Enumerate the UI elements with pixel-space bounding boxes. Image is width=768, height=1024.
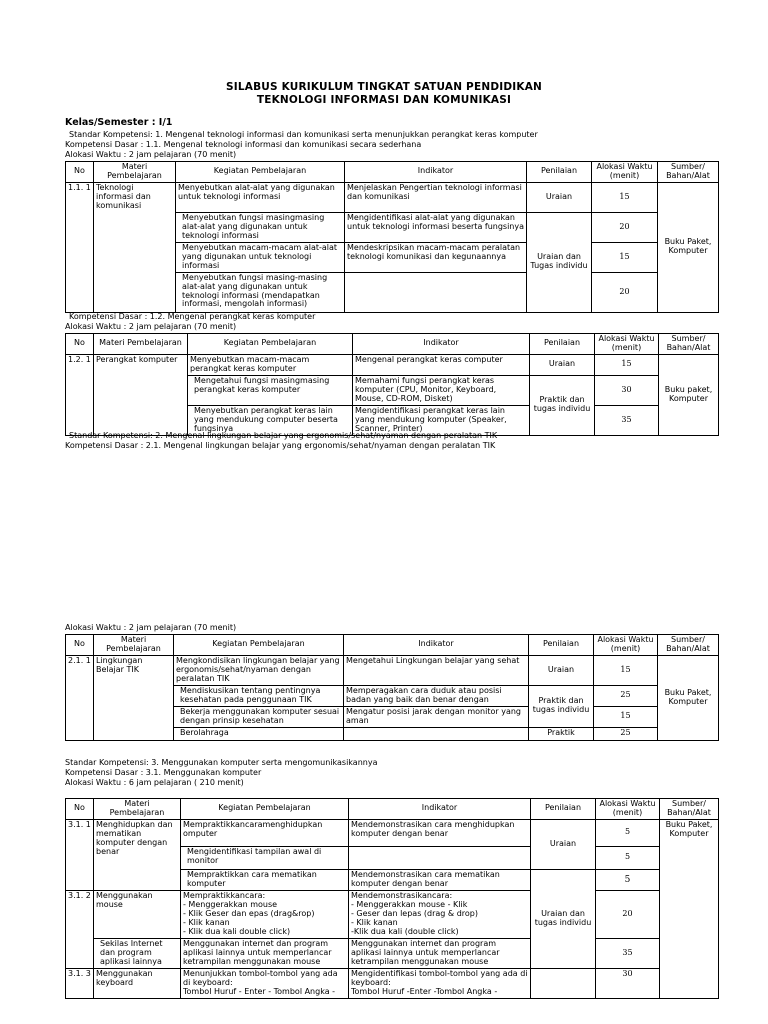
table-header-row (66, 799, 719, 820)
cell-indikator: Menjelaskan Pengertian teknologi informasi dan komunikasi (345, 182, 527, 212)
header-materi: Materi Pembelajaran (94, 162, 176, 183)
table-row (66, 182, 719, 212)
cell-indikator: Mengatur posisi jarak dengan monitor yang aman (344, 706, 529, 727)
cell-no: 1.1. 1 (66, 182, 94, 312)
cell-materi: Teknologi informasi dan komunikasi (94, 182, 176, 312)
table-row (66, 968, 719, 998)
doc-title-line1: SILABUS KURIKULUM TINGKAT SATUAN PENDIDIKAN (225, 81, 543, 93)
header-penilaian: Penilaian (531, 799, 596, 820)
cell-penilaian: Uraian (531, 819, 596, 869)
cell-penilaian: Uraian dan tugas individu (531, 869, 596, 968)
cell-indikator: Mendemonstrasikancara: - Menggerakkan mouse - Klik - Geser dan lepas (drag & drop) - Klik kanan -Klik dua kali (double click) (349, 890, 531, 938)
cell-waktu: 20 (592, 212, 658, 242)
cell-penilaian (531, 968, 596, 998)
alokasi-waktu-1-2: Alokasi Waktu : 2 jam pelajaran (70 menit) (65, 322, 237, 331)
cell-kegiatan: Mempraktikkancaramenghidupkan omputer (181, 819, 349, 846)
alokasi-waktu-2-1: Alokasi Waktu : 2 jam pelajaran (70 menit) (65, 623, 237, 632)
cell-indikator: Menggunakan internet dan program aplikasi lainnya untuk memperlancar ketrampilan menggunakan mouse (349, 938, 531, 968)
cell-materi: Lingkungan Belajar TIK (94, 655, 174, 740)
header-alokasi: Alokasi Waktu (menit) (596, 799, 660, 820)
table-row (66, 819, 719, 846)
cell-indikator (345, 272, 527, 312)
cell-kegiatan: Mengidentifikasi tampilan awal di monitor (181, 846, 349, 869)
header-materi: Materi Pembelajaran (94, 635, 174, 656)
header-sumber: Sumber/ Bahan/Alat (659, 334, 719, 355)
table-row (66, 938, 719, 968)
kompetensi-dasar-3-1: Kompetensi Dasar : 3.1. Menggunakan komputer (65, 768, 262, 777)
cell-waktu: 25 (594, 727, 658, 740)
header-no: No (66, 334, 94, 355)
cell-sumber: Buku Paket, Komputer (658, 182, 719, 312)
alokasi-waktu-3-1: Alokasi Waktu : 6 jam pelajaran ( 210 menit) (65, 778, 244, 787)
header-materi: Materi Pembelajaran (94, 334, 188, 355)
cell-kegiatan: Mempraktikkan cara mematikan komputer (181, 869, 349, 890)
cell-materi: Menghidupkan dan mematikan komputer dengan benar (94, 819, 181, 890)
table-row (66, 655, 719, 685)
cell-waktu: 35 (595, 405, 659, 435)
header-no: No (66, 162, 94, 183)
kompetensi-dasar-1-2: Kompetensi Dasar : 1.2. Mengenal perangkat keras komputer (69, 312, 316, 321)
kompetensi-dasar-2-1: Kompetensi Dasar : 2.1. Mengenal lingkungan belajar yang ergonomis/sehat/nyaman dengan peralatan TIK (65, 441, 496, 450)
cell-no: 1.2. 1 (66, 354, 94, 435)
cell-penilaian: Praktik dan tugas individu (529, 685, 594, 727)
header-sumber: Sumber/ Bahan/Alat (658, 635, 719, 656)
table-row (66, 354, 719, 375)
header-kegiatan: Kegiatan Pembelajaran (174, 635, 344, 656)
cell-materi: Perangkat komputer (94, 354, 188, 435)
cell-indikator: Mendemonstrasikan cara mematikan komputer dengan benar (349, 869, 531, 890)
cell-kegiatan: Menyebutkan macam-macam perangkat keras komputer (188, 354, 353, 375)
cell-indikator: Mendeskripsikan macam-macam peralatan teknologi komunikasi dan kegunaannya (345, 242, 527, 272)
alokasi-waktu-1-1: Alokasi Waktu : 2 jam pelajaran (70 menit) (65, 150, 237, 159)
cell-indikator: Memahami fungsi perangkat keras komputer (CPU, Monitor, Keyboard, Mouse, CD-ROM, Disket) (353, 375, 530, 405)
table-row (66, 890, 719, 938)
cell-waktu: 30 (595, 375, 659, 405)
cell-indikator: Memperagakan cara duduk atau posisi badan yang baik dan benar dengan (344, 685, 529, 706)
header-penilaian: Penilaian (529, 635, 594, 656)
cell-indikator: Mengidentifikasi alat-alat yang digunakan untuk teknologi informasi beserta fungsinya (345, 212, 527, 242)
cell-sumber: Buku Paket, Komputer (658, 655, 719, 740)
standar-kompetensi-3: Standar Kompetensi: 3. Menggunakan komputer serta mengomunikasikannya (65, 758, 378, 767)
table-header-row (66, 162, 719, 183)
cell-no: 3.1. 2 (66, 890, 94, 968)
cell-waktu: 15 (592, 242, 658, 272)
cell-no: 3.1. 1 (66, 819, 94, 890)
header-penilaian: Penilaian (530, 334, 595, 355)
header-alokasi: Alokasi Waktu (menit) (594, 635, 658, 656)
kompetensi-dasar-1-1: Kompetensi Dasar : 1.1. Mengenal teknologi informasi dan komunikasi secara sederhana (65, 140, 422, 149)
cell-materi: Sekilas Internet dan program aplikasi lainnya (94, 938, 181, 968)
syllabus-table-2-1 (65, 634, 719, 741)
header-kegiatan: Kegiatan Pembelajaran (176, 162, 345, 183)
cell-kegiatan: Menyebutkan alat-alat yang digunakan untuk teknologi informasi (176, 182, 345, 212)
cell-kegiatan: Mendiskusikan tentang pentingnya kesehatan pada penggunaan TIK (174, 685, 344, 706)
header-no: No (66, 799, 94, 820)
cell-waktu: 5 (596, 869, 660, 890)
cell-waktu: 15 (592, 182, 658, 212)
cell-penilaian: Praktik (529, 727, 594, 740)
cell-indikator: Mengidentifikasi tombol-tombol yang ada di keyboard: Tombol Huruf -Enter -Tombol Angka - (349, 968, 531, 998)
cell-indikator: Mengenal perangkat keras computer (353, 354, 530, 375)
cell-penilaian: Uraian (529, 655, 594, 685)
cell-kegiatan: Menyebutkan fungsi masingmasing alat-alat yang digunakan untuk teknologi informasi (176, 212, 345, 242)
header-kegiatan: Kegiatan Pembelajaran (188, 334, 353, 355)
cell-kegiatan: Berolahraga (174, 727, 344, 740)
header-indikator: Indikator (344, 635, 529, 656)
header-alokasi: Alokasi Waktu (menit) (592, 162, 658, 183)
cell-waktu: 20 (592, 272, 658, 312)
cell-waktu: 15 (595, 354, 659, 375)
cell-kegiatan: Mengetahui fungsi masingmasing perangkat keras komputer (188, 375, 353, 405)
standar-kompetensi-2: Standar Kompetensi: 2. Mengenal lingkungan belajar yang ergonomis/sehat/nyaman dengan peralatan TIK (69, 431, 498, 440)
cell-indikator: Mengetahui Lingkungan belajar yang sehat (344, 655, 529, 685)
cell-sumber: Buku Paket, Komputer (660, 819, 719, 998)
header-materi: Materi Pembelajaran (94, 799, 181, 820)
cell-kegiatan: Mempraktikkancara: - Menggerakkan mouse - Klik Geser dan epas (drag&rop) - Klik kanan - Klik dua kali double click) (181, 890, 349, 938)
syllabus-table-1-1 (65, 161, 719, 313)
table-header-row (66, 635, 719, 656)
cell-kegiatan: Menyebutkan macam-macam alat-alat yang digunakan untuk teknologi informasi (176, 242, 345, 272)
doc-title-line2: TEKNOLOGI INFORMASI DAN KOMUNIKASI (256, 94, 512, 106)
cell-kegiatan: Mengkondisikan lingkungan belajar yang ergonomis/sehat/nyaman dengan peralatan TIK (174, 655, 344, 685)
cell-penilaian: Uraian (530, 354, 595, 375)
cell-waktu: 35 (596, 938, 660, 968)
cell-kegiatan: Menggunakan internet dan program aplikasi lainnya untuk memperlancar ketrampilan menggunakan mouse (181, 938, 349, 968)
cell-waktu: 5 (596, 819, 660, 846)
cell-penilaian: Uraian (527, 182, 592, 212)
cell-indikator (344, 727, 529, 740)
table-header-row (66, 334, 719, 355)
header-indikator: Indikator (349, 799, 531, 820)
cell-kegiatan: Menunjukkan tombol-tombol yang ada di keyboard: Tombol Huruf - Enter - Tombol Angka - (181, 968, 349, 998)
cell-kegiatan: Bekerja menggunakan komputer sesuai dengan prinsip kesehatan (174, 706, 344, 727)
cell-penilaian: Uraian dan Tugas individu (527, 212, 592, 312)
standar-kompetensi-1: Standar Kompetensi: 1. Mengenal teknologi informasi dan komunikasi serta menunjukkan perangkat keras komputer (69, 130, 538, 139)
cell-indikator: Mendemonstrasikan cara menghidupkan komputer dengan benar (349, 819, 531, 846)
header-sumber: Sumber/ Bahan/Alat (660, 799, 719, 820)
cell-kegiatan: Menyebutkan perangkat keras lain yang mendukung computer beserta fungsinya (188, 405, 353, 435)
cell-materi: Menggunakan keyboard (94, 968, 181, 998)
cell-sumber: Buku paket, Komputer (659, 354, 719, 435)
cell-waktu: 30 (596, 968, 660, 998)
header-penilaian: Penilaian (527, 162, 592, 183)
cell-indikator (349, 846, 531, 869)
syllabus-table-3-1 (65, 798, 719, 999)
cell-indikator: Mengidentifikasi perangkat keras lain yang mendukung komputer (Speaker, Scanner, Printer) (353, 405, 530, 435)
cell-materi: Menggunakan mouse (94, 890, 181, 938)
cell-no: 3.1. 3 (66, 968, 94, 998)
cell-no: 2.1. 1 (66, 655, 94, 740)
header-indikator: Indikator (353, 334, 530, 355)
header-kegiatan: Kegiatan Pembelajaran (181, 799, 349, 820)
cell-waktu: 15 (594, 655, 658, 685)
cell-waktu: 20 (596, 890, 660, 938)
cell-kegiatan: Menyebutkan fungsi masing-masing alat-alat yang digunakan untuk teknologi informasi (mendapatkan informasi, mengolah informasi) (176, 272, 345, 312)
cell-waktu: 15 (594, 706, 658, 727)
header-no: No (66, 635, 94, 656)
cell-waktu: 5 (596, 846, 660, 869)
header-alokasi: Alokasi Waktu (menit) (595, 334, 659, 355)
cell-penilaian: Praktik dan tugas individu (530, 375, 595, 435)
cell-waktu: 25 (594, 685, 658, 706)
kelas-semester: Kelas/Semester : I/1 (65, 117, 173, 128)
header-sumber: Sumber/ Bahan/Alat (658, 162, 719, 183)
header-indikator: Indikator (345, 162, 527, 183)
syllabus-table-1-2 (65, 333, 719, 436)
